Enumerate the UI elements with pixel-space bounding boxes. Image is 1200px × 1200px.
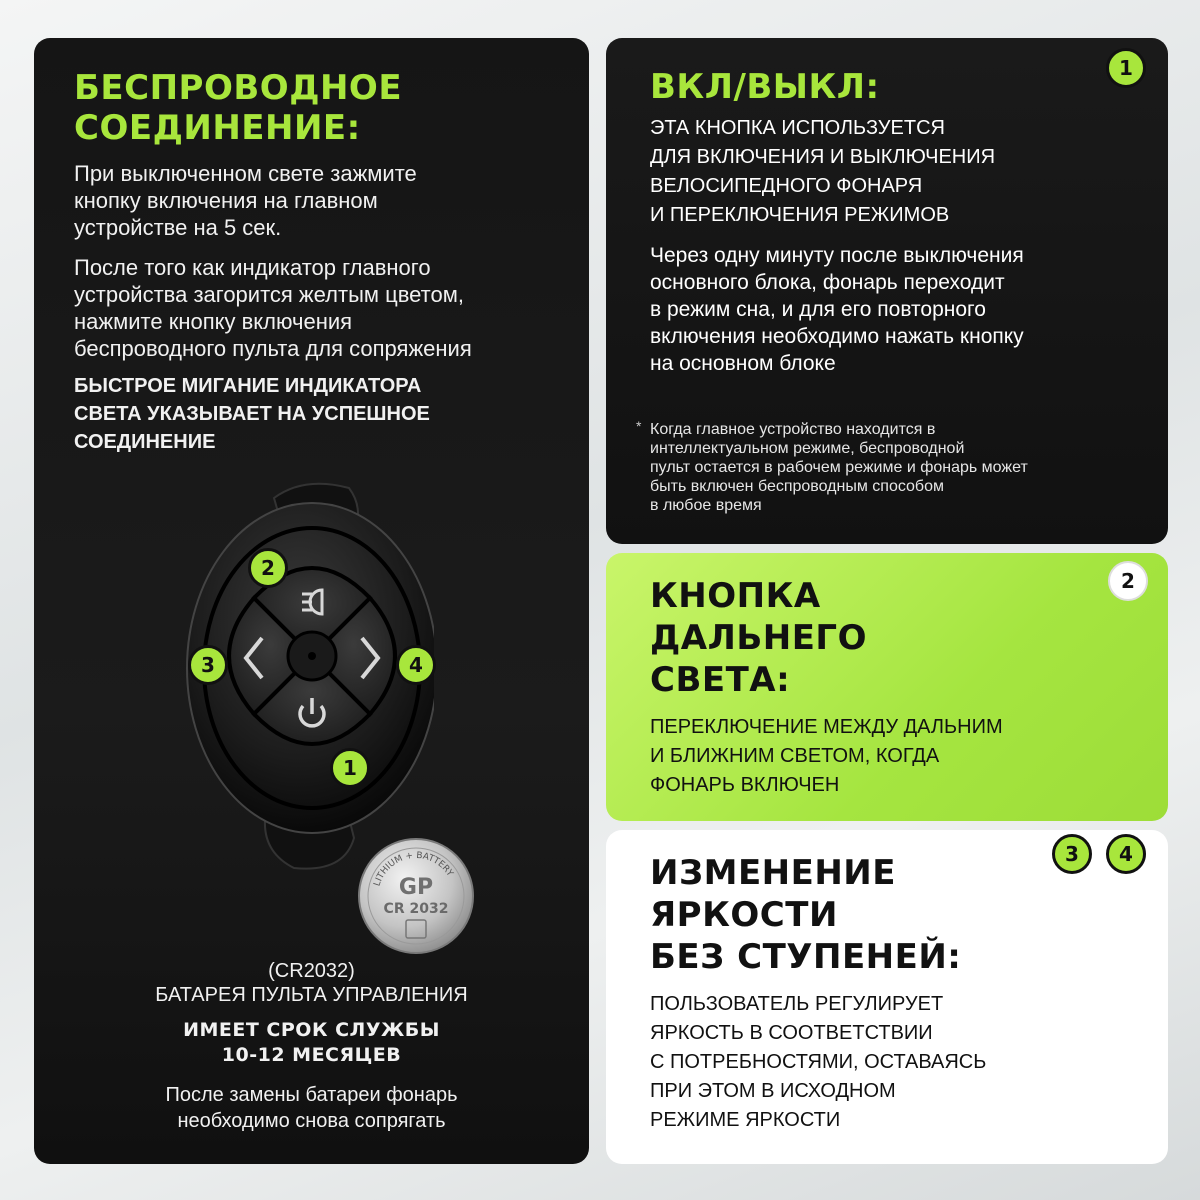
pairing-step-1: При выключенном свете зажмите кнопку включения на главном устройстве на 5 сек. [74, 161, 417, 240]
high-beam-panel [606, 553, 1168, 821]
battery-note-2: необходимо снова сопрягать [177, 1110, 446, 1132]
power-description: ЭТА КНОПКА ИСПОЛЬЗУЕТСЯ ДЛЯ ВКЛЮЧЕНИЯ И ВЫКЛЮЧЕНИЯ ВЕЛОСИПЕДНОГО ФОНАРЯ И ПЕРЕКЛЮЧЕНИЯ РЕЖИМОВ [650, 117, 996, 226]
wireless-title: БЕСПРОВОДНОЕ СОЕДИНЕНИЕ: [74, 68, 403, 148]
wireless-connection-panel [34, 38, 589, 1164]
remote-badge-3: 3 [188, 645, 228, 685]
sleep-mode-text: Через одну минуту после выключения основного блока, фонарь переходит в режим сна, и для его повторного включения необходимо нажать кнопку на основном блоке [650, 244, 1024, 375]
battery-logo: GP [398, 875, 434, 900]
svg-text:LITHIUM + BATTERY: LITHIUM + BATTERY [372, 850, 455, 888]
battery-label: БАТАРЕЯ ПУЛЬТА УПРАВЛЕНИЯ [155, 984, 468, 1006]
panel-badge-1: 1 [1106, 48, 1146, 88]
battery-model: CR 2032 [383, 901, 449, 917]
footnote-star: * [636, 418, 642, 434]
battery-type: (CR2032) [268, 960, 355, 982]
battery-life-line-1: ИМЕЕТ СРОК СЛУЖБЫ [183, 1019, 440, 1041]
brightness-description: ПОЛЬЗОВАТЕЛЬ РЕГУЛИРУЕТ ЯРКОСТЬ В СООТВЕТСТВИИ С ПОТРЕБНОСТЯМИ, ОСТАВАЯСЬ ПРИ ЭТОМ В ИСХОДНОМ РЕЖИМЕ ЯРКОСТИ [650, 993, 987, 1131]
coin-battery-illustration [356, 836, 476, 956]
pairing-step-2: После того как индикатор главного устройства загорится желтым цветом, нажмите кнопку включения беспроводного пульта для сопряжения [74, 255, 472, 361]
power-title: ВКЛ/ВЫКЛ: [650, 67, 880, 107]
high-beam-description: ПЕРЕКЛЮЧЕНИЕ МЕЖДУ ДАЛЬНИМ И БЛИЖНИМ СВЕТОМ, КОГДА ФОНАРЬ ВКЛЮЧЕН [650, 716, 1003, 796]
remote-badge-2: 2 [248, 548, 288, 588]
smart-mode-footnote: Когда главное устройство находится в интеллектуальном режиме, беспроводной пульт остается в рабочем режиме и фонарь может быть включен беспроводным способом в любое время [650, 421, 1028, 514]
brightness-title: ИЗМЕНЕНИЕ ЯРКОСТИ БЕЗ СТУПЕНЕЙ: [650, 853, 962, 977]
power-button-panel [606, 38, 1168, 544]
panel-badge-4: 4 [1106, 834, 1146, 874]
pairing-success-note: БЫСТРОЕ МИГАНИЕ ИНДИКАТОРА СВЕТА УКАЗЫВАЕТ НА УСПЕШНОЕ СОЕДИНЕНИЕ [74, 375, 430, 453]
panel-badge-2: 2 [1108, 561, 1148, 601]
battery-life-line-2: 10-12 МЕСЯЦЕВ [221, 1044, 402, 1066]
brightness-panel [606, 830, 1168, 1164]
battery-note-1: После замены батареи фонарь [165, 1084, 458, 1106]
high-beam-title: КНОПКА ДАЛЬНЕГО СВЕТА: [650, 576, 867, 700]
remote-badge-1: 1 [330, 748, 370, 788]
remote-badge-4: 4 [396, 645, 436, 685]
panel-badge-3: 3 [1052, 834, 1092, 874]
